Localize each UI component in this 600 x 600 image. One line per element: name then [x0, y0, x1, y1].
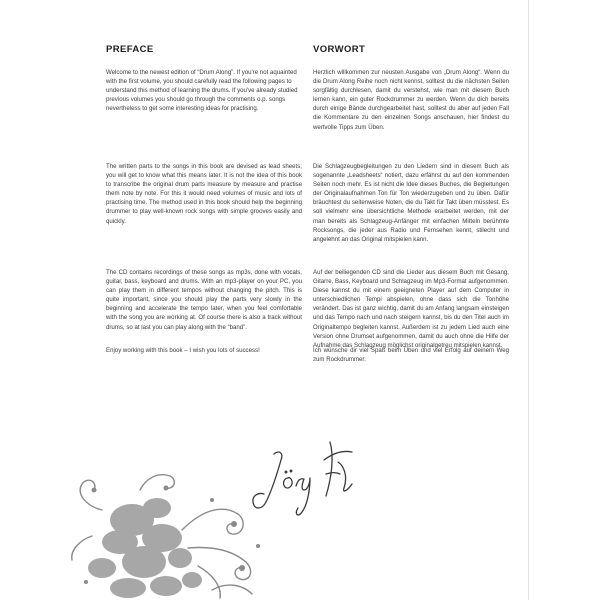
vorwort-heading: VORWORT	[313, 44, 366, 55]
vorwort-paragraph-2: Die Schlagzeugbegleitungen zu den Liedern sind in diesem Buch als sogenannte „Leadsheets“ notiert, dazu erfährst du auf den kommenden Seiten noch mehr. Es ist nicht die Idee dieses Buches, die Begleitungen der Originalaufnahmen Ton für Ton wiederzugeben und zu üben. Dafür bräuchtest du seitenweise Noten, die du Takt für Takt üben müsstest. Es soll vielmehr eine übersichtliche Methode erarbeitet werden, mit der man bereits als Schlagzeug-Anfänger mit einfachen Mitteln berühmte Rocksongs, die jeder aus Radio und Fernsehen kennt, stilecht und angelehnt an das Original mitspielen kann.	[313, 163, 509, 243]
preface-column	[106, 44, 302, 355]
vorwort-paragraph-4: Ich wünsche dir viel Spaß beim Üben und viel Erfolg auf deinem Weg zum Rockdrummer.	[313, 347, 509, 364]
page-edge-line	[528, 0, 529, 600]
decorative-floral-flourish	[62, 450, 298, 600]
vorwort-paragraph-3: Auf der beiliegenden CD sind die Lieder aus diesem Buch mit Gesang, Gitarre, Bass, Keyboard und Schlagzeug im Mp3-Format aufgenommen. Diese kannst du mit einem geeigneten Player auf dem Computer in unterschiedlichen Tempi abspielen, ohne dass sich die Tonhöhe verändert. Das ist ganz wichtig, damit du am Anfang langsam einsteigen und das Tempo nach und nach steigern kannst, bis du den Titel auch im Originaltempo begleiten kannst. Außerdem ist zu jedem Lied auch eine Version ohne Drumset aufgenommen, damit du auch ohne die Hilfe der Aufnahme das Schlagzeug möglichst originalgetreu mitspielen kannst.	[313, 269, 509, 349]
preface-paragraph-3: The CD contains recordings of these songs as mp3s, done with vocals, guitar, bass, keyboard and drums. With an mp3-player on your PC, you can play them in different tempos without changing the pitch. This is quite important, since you should play the parts very slowly in the beginning and accelerate the tempo later, when you feel comfortable with the song you are working at. Of course there is also a track without drums, so at last you can play along with the “band”.	[106, 269, 302, 331]
vorwort-column	[313, 44, 509, 364]
vorwort-paragraph-1: Herzlich willkommen zur neusten Ausgabe von „Drum Along“. Wenn du die Drum Along Reihe noch nicht kennst, solltest du die nächsten Seiten sorgfältig durchlesen, damit du verstehst, wie man mit diesem Buch lernen kann, ein guter Rockdrummer zu werden. Wenn du dich bereits durch einige Bände durchgearbeitet hast, solltest du aber auf jeden Fall die Kommentare zu den einzelnen Songs anschauen, hier findest du wertvolle Tipps zum Üben.	[313, 69, 509, 131]
preface-paragraph-1: Welcome to the newest edition of “Drum Along”. If you're not aquainted with the first volume, you should carefully read the following pages to understand this method of learning the drums. If you've already studied previous volumes you should go through the comments o.p. songs nevertheless to get some interesting ideas for practising.	[106, 69, 298, 113]
preface-paragraph-4: Enjoy working with this book – I wish you lots of success!	[106, 347, 260, 354]
preface-heading: PREFACE	[106, 44, 154, 55]
preface-paragraph-2: The written parts to the songs in this book are devised as lead sheets; you will get to know what this means later. It is not the idea of this book to transcribe the original drum parts measure by measure and practise them note by note. For this it would need volumes of music and lots of practising time. The method used in this book should help the beginning drummer to play well-known rock songs with simple grooves easily and quickly.	[106, 163, 302, 225]
